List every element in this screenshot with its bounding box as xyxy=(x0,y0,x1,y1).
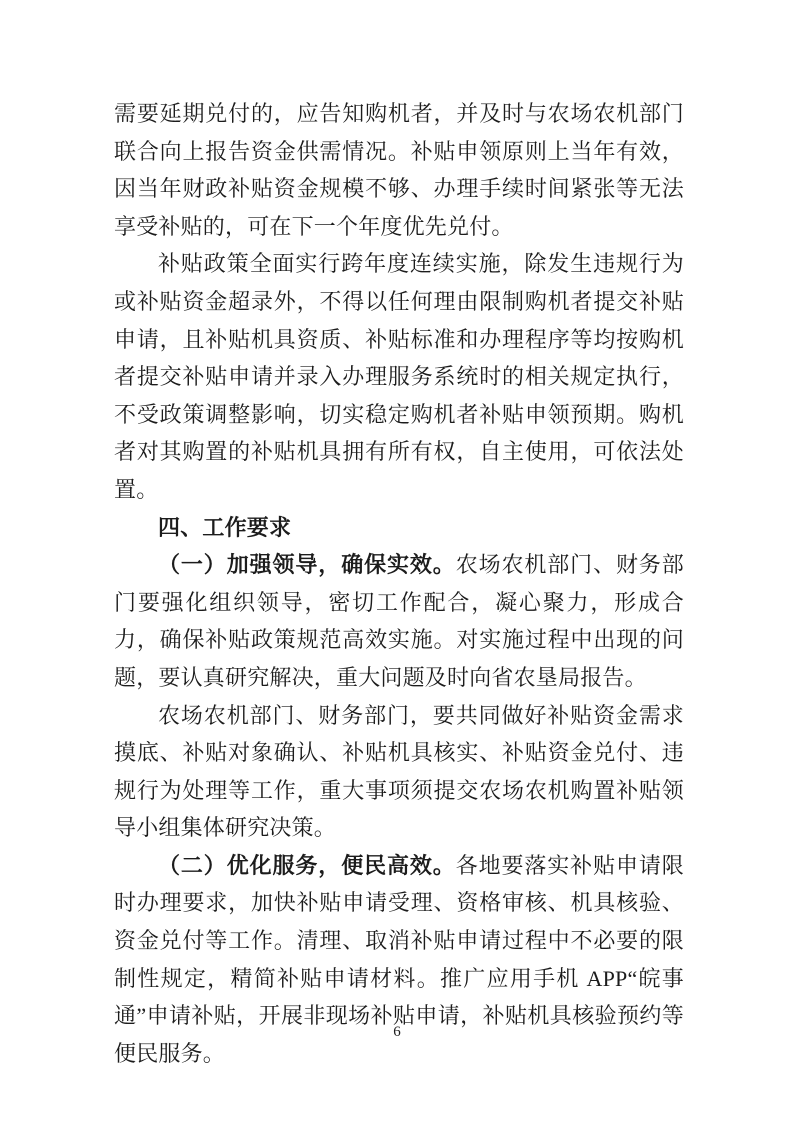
paragraph-cross-year-policy: 补贴政策全面实行跨年度连续实施，除发生违规行为或补贴资金超录外，不得以任何理由限制购机者提交补贴申请，且补贴机具资质、补贴标准和办理程序等均按购机者提交补贴申请并录入办理服务系统时的相关规定执行，不受政策调整影响，切实稳定购机者补贴申领预期。购机者对其购置的补贴机具拥有所有权，自主使用，可依法处置。 xyxy=(114,251,684,502)
item-2-body: 各地要落实补贴申请限时办理要求，加快补贴申请受理、资格审核、机具核验、资金兑付等工作。清理、取消补贴申请过程中不必要的限制性规定，精简补贴申请材料。推广应用手机 APP“皖事通”申请补贴，开展非现场补贴申请，补贴机具核验预约等便民服务。 xyxy=(114,852,684,1066)
page-number: 6 xyxy=(393,1024,401,1040)
section-heading-work-requirements: 四、工作要求 xyxy=(158,514,292,540)
paragraph-continuation: 需要延期兑付的，应告知购机者，并及时与农场农机部门联合向上报告资金供需情况。补贴申领原则上当年有效，因当年财政补贴资金规模不够、办理手续时间紧张等无法享受补贴的，可在下一个年度优先兑付。 xyxy=(114,101,684,239)
item-2-bold-lead: （二）优化服务，便民高效。 xyxy=(158,852,456,878)
item-1-body: 农场农机部门、财务部门要强化组织领导，密切工作配合，凝心聚力，形成合力，确保补贴政策规范高效实施。对实施过程中出现的问题，要认真研究解决，重大问题及时向省农垦局报告。 xyxy=(114,552,684,690)
item-1-bold-lead: （一）加强领导，确保实效。 xyxy=(158,552,456,578)
paragraph-item-1 xyxy=(114,546,684,696)
paragraph-joint-work: 农场农机部门、财务部门，要共同做好补贴资金需求摸底、补贴对象确认、补贴机具核实、补贴资金兑付、违规行为处理等工作，重大事项须提交农场农机购置补贴领导小组集体研究决策。 xyxy=(114,702,684,841)
text-block xyxy=(114,95,684,1072)
